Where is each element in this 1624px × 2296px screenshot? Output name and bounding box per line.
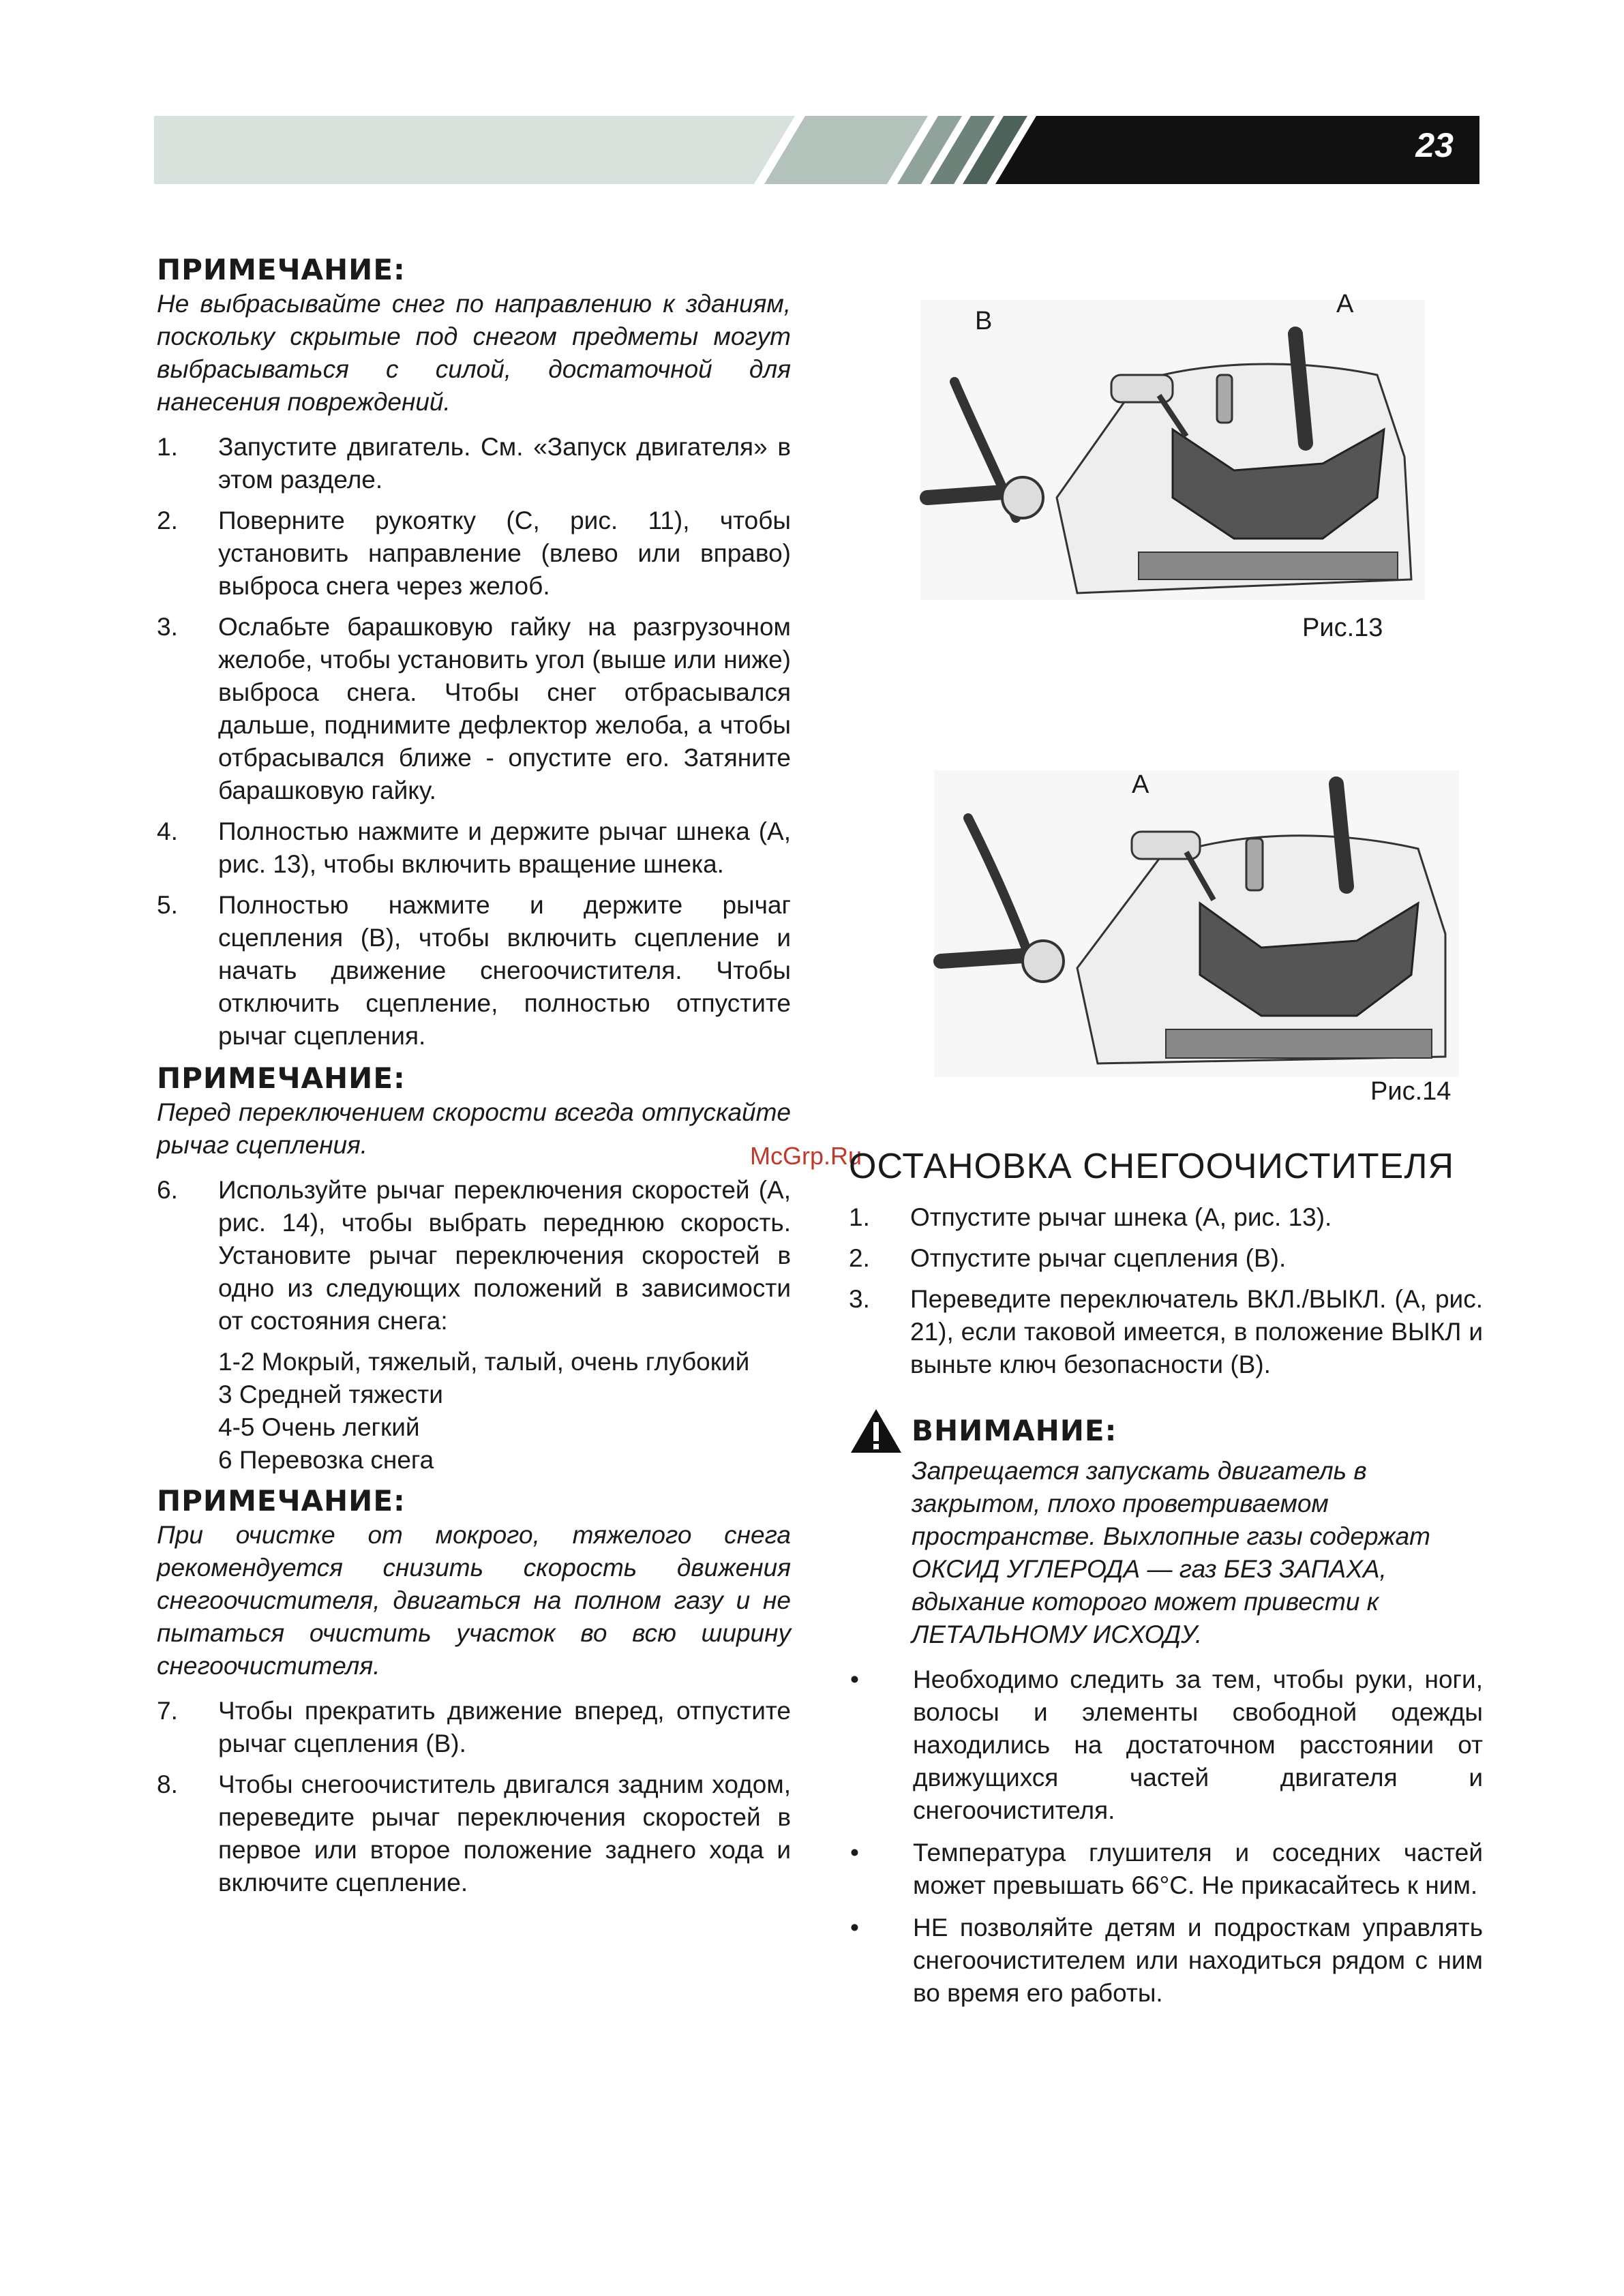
snowblower-control-panel-illustration (914, 293, 1445, 614)
item-number: 8. (157, 1770, 178, 1798)
list-item (157, 1768, 791, 1899)
figure-14 (927, 757, 1486, 1125)
warning-text: Запрещается запускать двигатель в закрытом, плохо проветриваемом пространстве. Выхлопные газы содержат ОКСИД УГЛЕРОДА — газ БЕЗ ЗАПАХА, вдыхание которого может привести к ЛЕТАЛЬНОМУ ИСХОДУ. (912, 1457, 1430, 1648)
note-text: Не выбрасывайте снег по направлению к зданиям, поскольку скрытые под снегом предметы могут выбрасываться с силой, достаточной для нанесения повреждений. (157, 290, 791, 416)
snowblower-control-panel-illustration (927, 757, 1473, 1084)
list-item (157, 1174, 791, 1338)
left-column (157, 252, 791, 1907)
figure-label-a: A (1132, 770, 1149, 799)
item-number: 4. (157, 817, 178, 845)
item-text: Чтобы прекратить движение вперед, отпустите рычаг сцепления (В). (218, 1697, 791, 1757)
figure-label-b: B (975, 307, 993, 335)
note-block-1 (157, 252, 791, 419)
list-item (157, 504, 791, 603)
right-column (849, 1145, 1483, 2019)
item-text: Поверните рукоятку (С, рис. 11), чтобы установить направление (влево или вправо) выброса снега через желоб. (218, 507, 791, 600)
warning-body (849, 1455, 1483, 1651)
figure-caption: Рис.14 (1370, 1077, 1452, 1106)
watermark: McGrp.Ru (750, 1142, 862, 1170)
item-number: 1. (157, 433, 178, 461)
list-item (849, 1283, 1483, 1381)
note-heading: ПРИМЕЧАНИЕ: (157, 1061, 406, 1095)
page-header-band (154, 116, 1479, 184)
item-text (218, 1174, 791, 1338)
list-item (157, 611, 791, 807)
bullet-text: Необходимо следить за тем, чтобы руки, ноги, волосы и элементы свободной одежды находились на достаточном расстоянии от движущихся частей двигателя и снегоочистителя. (913, 1665, 1483, 1824)
list-item (157, 431, 791, 496)
note-block-3 (157, 1483, 791, 1682)
list-item (157, 1695, 791, 1760)
list-item (157, 889, 791, 1053)
item-number: 2. (849, 1244, 870, 1272)
page-number: 23 (1415, 126, 1454, 164)
warning-heading-row (849, 1407, 1483, 1455)
snow-option: 1-2 Мокрый, тяжелый, талый, очень глубокий (218, 1348, 750, 1376)
item-text: Отпустите рычаг сцепления (В). (910, 1244, 1287, 1272)
bullet-text: НЕ позволяйте детям и подросткам управлять снегоочистителем или находиться рядом с ним во время его работы. (913, 1914, 1483, 2007)
bullet-item (849, 1663, 1483, 1827)
item-text: Полностью нажмите и держите рычаг сцепления (В), чтобы включить сцепление и начать движение снегоочистителя. Чтобы отключить сцепление, полностью отпустите рычаг сцепления. (218, 891, 791, 1050)
warning-heading: ВНИМАНИЕ: (912, 1414, 1117, 1447)
snow-option: 6 Перевозка снега (218, 1446, 434, 1474)
figure-caption: Рис.13 (1302, 614, 1383, 642)
note-text: Перед переключением скорости всегда отпускайте рычаг сцепления. (157, 1098, 791, 1159)
snow-option: 3 Средней тяжести (218, 1380, 443, 1408)
item-number: 1. (849, 1203, 870, 1231)
note-text: При очистке от мокрого, тяжелого снега рекомендуется снизить скорость движения снегоочистителя, двигаться на полном газу и не пытаться очистить участок во всю ширину снегоочистителя. (157, 1521, 791, 1680)
section-title: ОСТАНОВКА СНЕГООЧИСТИТЕЛЯ (849, 1147, 1455, 1186)
bullet-text: Температура глушителя и соседних частей может превышать 66°С. Не прикасайтесь к ним. (913, 1839, 1483, 1899)
snow-option: 4-5 Очень легкий (218, 1413, 420, 1441)
list-item (849, 1201, 1483, 1234)
item-text: Переведите переключатель ВКЛ./ВЫКЛ. (А, рис. 21), если таковой имеется, в положение ВЫКЛ и выньте ключ безопасности (В). (910, 1285, 1483, 1378)
item-body: Используйте рычаг переключения скоростей (А, рис. 14), чтобы выбрать переднюю скорость. Установите рычаг переключения скоростей в одно из следующих положений в зависимости от состояния снега: (218, 1176, 791, 1335)
bullet-item (849, 1837, 1483, 1902)
figure-label-a: A (1336, 290, 1354, 318)
item-text: Отпустите рычаг шнека (А, рис. 13). (910, 1203, 1332, 1231)
note-heading: ПРИМЕЧАНИЕ: (157, 1484, 406, 1517)
item-text: Запустите двигатель. См. «Запуск двигателя» в этом разделе. (218, 433, 791, 494)
item-number: 5. (157, 891, 178, 919)
list-item (157, 815, 791, 881)
warning-triangle-icon (849, 1407, 903, 1455)
bullet-mark: • (850, 1839, 859, 1867)
item-text: Полностью нажмите и держите рычаг шнека (А, рис. 13), чтобы включить вращение шнека. (218, 817, 791, 878)
item-text: Ослабьте барашковую гайку на разгрузочном желобе, чтобы установить угол (выше или ниже) выброса снега. Чтобы снег отбрасывался дальше, поднимите дефлектор желоба, а чтобы отбрасывался ближе - опустите его. Затяните барашковую гайку. (218, 613, 791, 804)
header-stripes-graphic (154, 116, 1479, 184)
bullet-item (849, 1912, 1483, 2010)
item-number: 3. (849, 1285, 870, 1313)
list-item (849, 1242, 1483, 1275)
note-heading: ПРИМЕЧАНИЕ: (157, 253, 406, 286)
item-number: 2. (157, 507, 178, 534)
figure-13 (914, 290, 1445, 661)
item-text: Чтобы снегоочиститель двигался задним ходом, переведите рычаг переключения скоростей в первое или второе положение заднего хода и включите сцепление. (218, 1770, 791, 1897)
bullet-mark: • (850, 1665, 859, 1693)
note-block-2 (157, 1061, 791, 1162)
bullet-mark: • (850, 1914, 859, 1942)
item-number: 3. (157, 613, 178, 641)
item-number: 6. (157, 1176, 178, 1204)
item-number: 7. (157, 1697, 178, 1725)
